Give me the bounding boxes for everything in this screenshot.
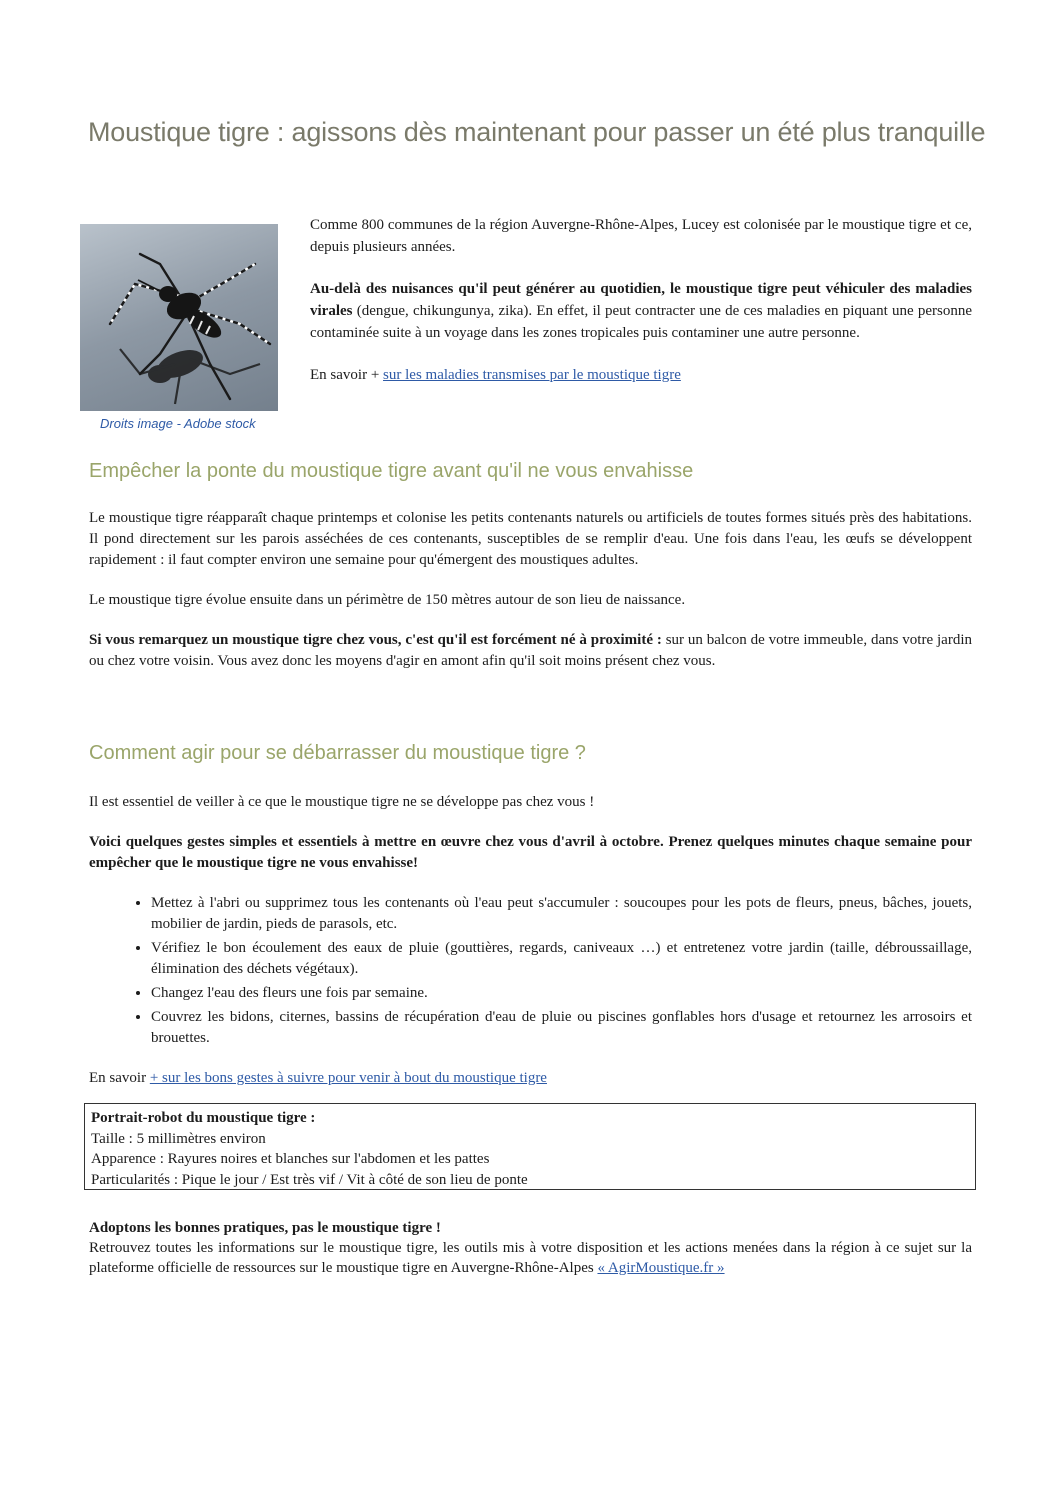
portrait-box bbox=[84, 1103, 976, 1190]
ponte-paragraph-1: Le moustique tigre réapparaît chaque printemps et colonise les petits contenants naturels ou artificiels de toutes formes situés près des habitations. Il pond directement sur les parois asséchées de ces contenants, susceptibles de se remplir d'eau. Une fois dans l'eau, les œufs se développent rapidement : il faut compter environ une semaine pour qu'émergent des moustiques adultes. bbox=[89, 510, 972, 568]
intro-paragraph-2 bbox=[310, 278, 972, 344]
section-ponte bbox=[89, 508, 972, 691]
intro-more-line bbox=[310, 364, 972, 386]
list-item: • Couvrez les bidons, citernes, bassins de récupération d'eau de pluie ou piscines gonflables hors d'usage et retournez les arrosoirs et brouettes. bbox=[151, 1007, 972, 1049]
intro-more-prefix: En savoir + bbox=[310, 367, 384, 383]
agir-paragraph-2 bbox=[89, 832, 972, 874]
section-heading-ponte: Empêcher la ponte du moustique tigre avant qu'il ne vous envahisse bbox=[89, 460, 694, 482]
portrait-title bbox=[91, 1108, 975, 1129]
portrait-appearance: Apparence : Rayures noires et blanches sur l'abdomen et les pattes bbox=[91, 1151, 490, 1167]
intro-paragraph-1: Comme 800 communes de la région Auvergne-Rhône-Alpes, Lucey est colonisée par le moustique tigre et ce, depuis plusieurs années. bbox=[310, 217, 972, 255]
good-practices-link[interactable]: + sur les bons gestes à suivre pour venir à bout du moustique tigre bbox=[149, 1070, 547, 1086]
portrait-particularities: Particularités : Pique le jour / Est très vif / Vit à côté de son lieu de ponte bbox=[91, 1171, 528, 1188]
closing-title bbox=[89, 1218, 972, 1238]
intro-bold-text: Au-delà des nuisances qu'il peut générer au quotidien, le moustique tigre peut véhiculer des maladies virales bbox=[310, 281, 972, 319]
ponte-rest-text: sur un balcon de votre immeuble, dans votre jardin ou chez votre voisin. Vous avez donc les moyens d'agir en amont afin qu'il soit moins présent chez vous. bbox=[89, 632, 972, 669]
closing-title-text: Adoptons les bonnes pratiques, pas le moustique tigre ! bbox=[89, 1220, 441, 1236]
gestures-list bbox=[89, 893, 972, 1049]
agir-more-line bbox=[89, 1068, 972, 1089]
closing-section bbox=[89, 1218, 972, 1278]
portrait-size: Taille : 5 millimètres environ bbox=[91, 1130, 266, 1147]
mosquito-illustration bbox=[80, 224, 278, 437]
ponte-paragraph-2: Le moustique tigre évolue ensuite dans un périmètre de 150 mètres autour de son lieu de naissance. bbox=[89, 592, 686, 608]
diseases-link[interactable]: sur les maladies transmises par le moustique tigre bbox=[383, 367, 681, 383]
closing-text bbox=[89, 1238, 972, 1278]
list-item: • Vérifiez le bon écoulement des eaux de pluie (gouttières, regards, caniveaux …) et entretenez votre jardin (taille, débroussaillage, élimination des déchets végétaux). bbox=[151, 938, 972, 980]
agir-more-prefix: En savoir bbox=[89, 1070, 150, 1086]
ponte-paragraph-3 bbox=[89, 630, 972, 672]
agir-bold-text: Voici quelques gestes simples et essentiels à mettre en œuvre chez vous d'avril à octobre. Prenez quelques minutes chaque semaine pour empêcher que le moustique tigre ne vous envahisse! bbox=[89, 834, 972, 871]
agir-paragraph-1: Il est essentiel de veiller à ce que le moustique tigre ne se développe pas chez vous ! bbox=[89, 794, 595, 810]
closing-body: Retrouvez toutes les informations sur le moustique tigre, les outils mis à votre disposition et les actions menées dans la région à ce sujet sur la plateforme officielle de ressources sur le moustique tigre en Auvergne-Rhône-Alpes bbox=[89, 1240, 972, 1276]
section-heading-agir: Comment agir pour se débarrasser du moustique tigre ? bbox=[89, 742, 586, 764]
image-credit: Droits image - Adobe stock bbox=[80, 411, 278, 437]
section-agir bbox=[89, 792, 972, 1108]
mosquito-photo bbox=[80, 224, 278, 437]
portrait-title-text: Portrait-robot du moustique tigre : bbox=[91, 1110, 316, 1126]
agirmoustique-link[interactable]: « AgirMoustique.fr » bbox=[597, 1260, 725, 1276]
list-item: • Mettez à l'abri ou supprimez tous les contenants où l'eau peut s'accumuler : soucoupes pour les pots de fleurs, pneus, bâches, jouets, mobilier de jardin, pieds de parasols, etc. bbox=[151, 893, 972, 935]
ponte-bold-text: Si vous remarquez un moustique tigre chez vous, c'est qu'il est forcément né à proximité : bbox=[89, 632, 662, 648]
list-item: • Changez l'eau des fleurs une fois par semaine. bbox=[151, 983, 972, 1004]
intro-text bbox=[310, 214, 972, 406]
page-title: Moustique tigre : agissons dès maintenant pour passer un été plus tranquille bbox=[88, 117, 986, 147]
intro-rest-text: (dengue, chikungunya, zika). En effet, il peut contracter une de ces maladies en piquant une personne contaminée suite à un voyage dans les zones tropicales puis contaminer une autre personne. bbox=[310, 303, 972, 341]
